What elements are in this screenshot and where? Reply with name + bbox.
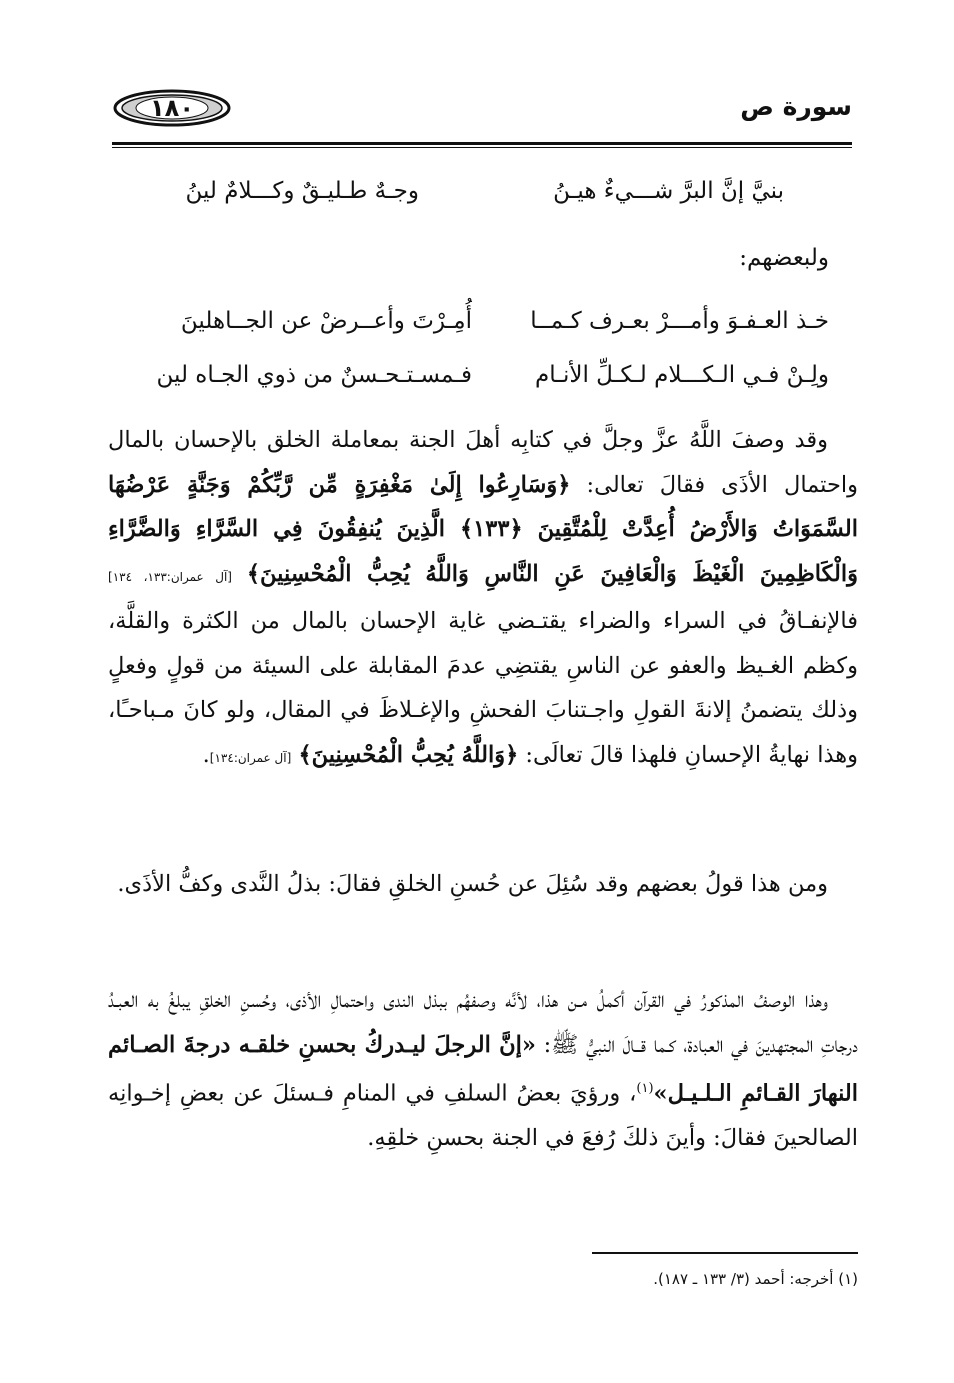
hadith-quote: «إنَّ الرجلَ ليـدركُ بحسنِ خلقـه درجةَ الصـائم النهارَ القـائمِ الـلـيـل»: [108, 1031, 858, 1107]
footnote-divider: [592, 1252, 858, 1254]
poem2-line2-left: فـمسـتـحـسنٌ من ذوي الجـاه لين: [156, 362, 472, 388]
quran-reference-2: [آل عمران:١٣٤]: [209, 750, 292, 765]
paragraph1-text3: .: [202, 741, 210, 768]
poem1-right-hemistich: بنيَّ إنَّ البرَّ شـــيءٌ هيـنُ: [553, 178, 784, 204]
header-divider: [112, 142, 852, 145]
poem2-intro: ولبعضهم:: [739, 245, 829, 271]
paragraph-good-character: ومن هذا قولُ بعضهم وقد سُئِلَ عن حُسنِ الخلقِ فقالَ: بذلُ النَّدى وكفُّ الأذَى.: [117, 871, 828, 897]
poem2-line1-right: خـذ العـفـوَ وأمـــرْ بعـرف كـمــا: [530, 308, 829, 334]
quran-verse-1: ﴿وَسَارِعُوا إِلَىٰ مَغْفِرَةٍ مِّن رَّبِّكُمْ وَجَنَّةٍ عَرْضُهَا السَّمَوَاتُ وَالأَرْضُ أُعِدَّتْ لِلْمُتَّقِينَ ﴿١٣٣﴾ الَّذِينَ يُنفِقُونَ فِي السَّرَّاءِ وَالضَّرَّاءِ وَالْكَاظِمِينَ الْغَيْظَ وَالْعَافِينَ عَنِ النَّاسِ وَاللَّهُ يُحِبُّ الْمُحْسِنِينَ﴾: [108, 471, 858, 587]
footnote-marker: (١): [636, 1081, 654, 1096]
page-number-badge: [112, 88, 232, 128]
poem2-line2-right: ولِـنْ فـي الـكـــلام لـكـلِّ الأنـام: [534, 362, 829, 388]
poem1-left-hemistich: وجـهٌ طـليـقٌ وكـــلامٌ لينُ: [185, 178, 419, 204]
header-divider-thin: [112, 147, 852, 148]
paragraph3-text2: ، ورؤيَ بعضُ السلفِ في المنامِ فـسئلَ عن بعضِ إخـوانِه الصالحينَ فقالَ: وأينَ ذلكَ رُفعَ في الجنة بحسنِ خلقِهِ.: [108, 1080, 858, 1151]
paragraph1-text1: وقد وصفَ اللَّهُ عزَّ وجلَّ في كتابِه أهلَ الجنة بمعاملة الخلق بالإحسان بالمال واحتمال الأذَى فقالَ تعالى:: [108, 427, 859, 498]
surah-title: سورة ص: [740, 92, 852, 121]
paragraph1-text2: فالإنفـاقُ في السراء والضراء يقتـضي غاية الإحسان بالمال من الكثرة والقلَّة، وكظم الغـيظ والعفو عن الناسِ يقتضِي عدمَ المقابلة على السيئة من قولٍ وفعلٍ وذلك يتضمنُ إلانةَ القولِ واجـتنابَ الفحشِ والإغـلاظَ في المقال، ولو كانَ مـباحـًا، وهذا نهايةُ الإحسانِ فلهذا قالَ تعالَى:: [108, 608, 858, 768]
page-number: ١٨٠: [150, 94, 194, 122]
page-header: [112, 80, 852, 140]
poem2-line1-left: أُمِـرْتَ وأعــرضْ عن الجــاهلينَ: [180, 308, 472, 334]
paragraph-hadith: [108, 978, 858, 1161]
footnote: (١) أخرجه: أحمد (٣/ ١٣٣ ـ ١٨٧).: [653, 1270, 858, 1288]
paragraph3-text1: وهذا الوصفُ المذكورُ في القرآن أكملُ مـن هذا، لأنَّه وصفهُم ببذل الندى واحتمالِ الأذى، وحُسنِ الخلقِ يبلغُ به العبـدُ درجاتِ المجتهدينَ في العبادة، كـما قــالَ النبيُّ ﷺ:: [108, 987, 858, 1058]
quran-verse-2: ﴿وَاللَّهُ يُحِبُّ الْمُحْسِنِينَ﴾: [298, 741, 519, 768]
paragraph-quran-verses: [108, 418, 858, 780]
quran-reference-1: [آل عمران:١٣٣، ١٣٤]: [108, 569, 232, 584]
